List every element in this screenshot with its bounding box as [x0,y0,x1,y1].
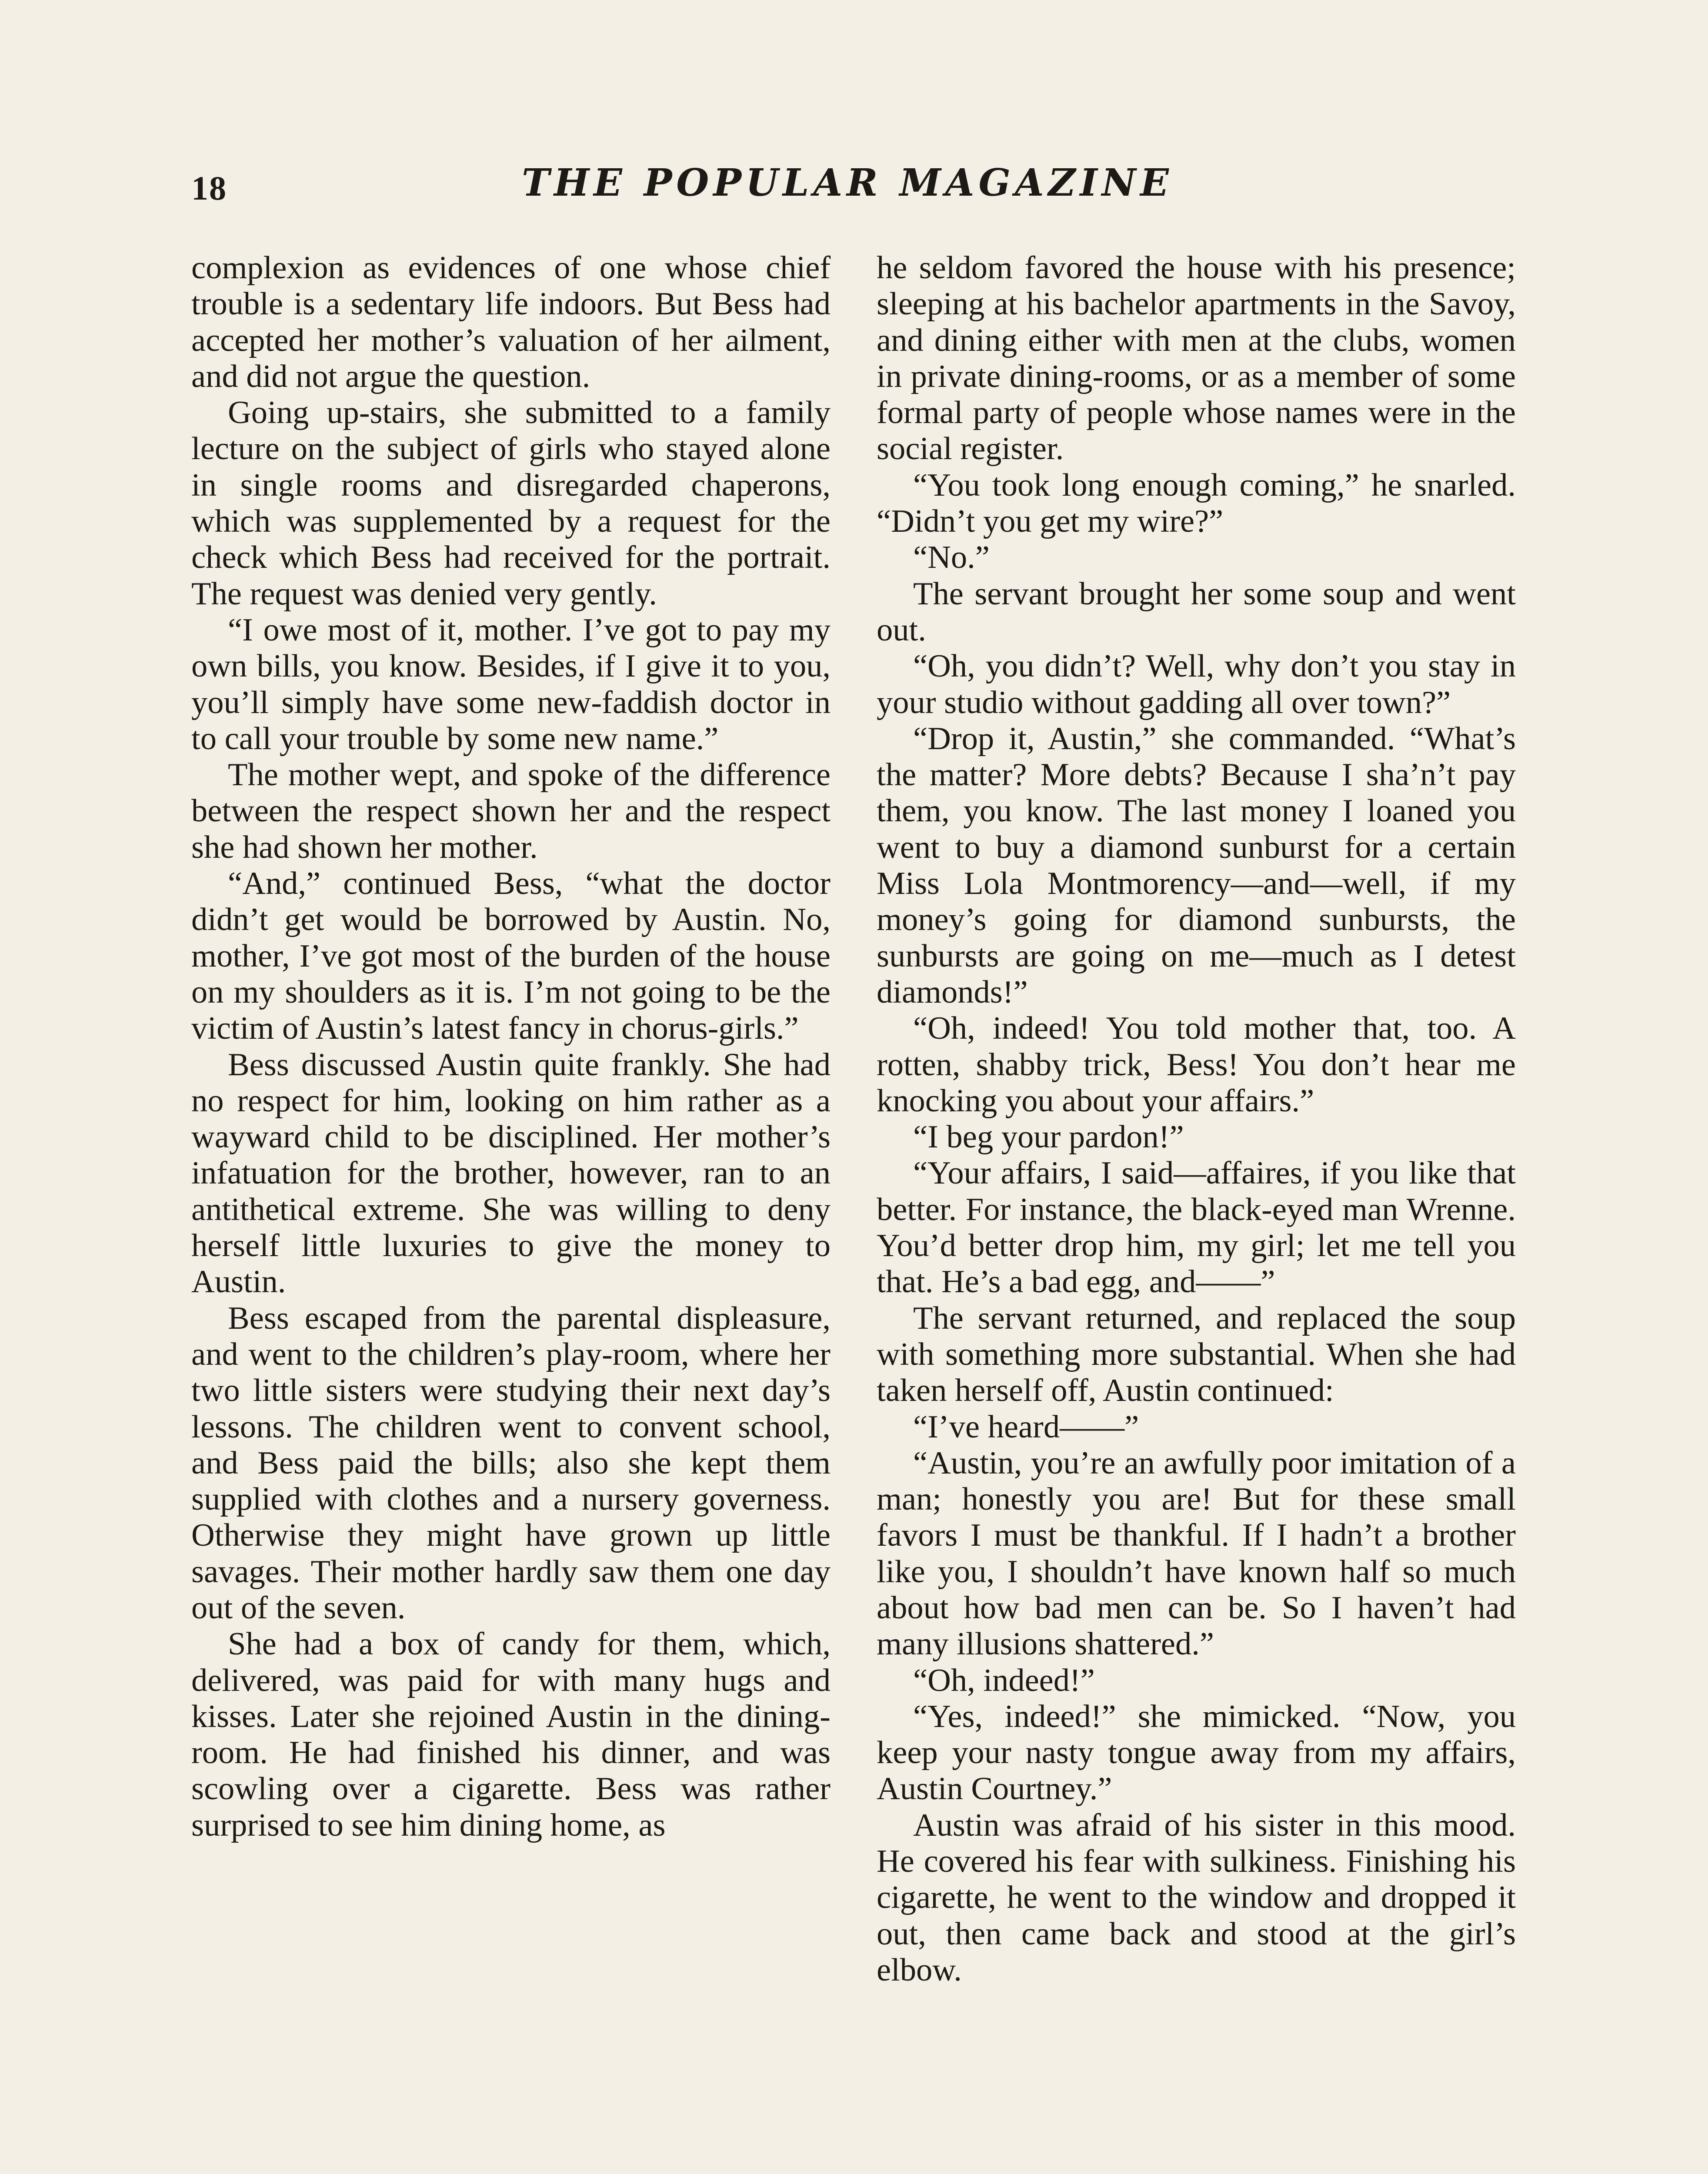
paragraph: “Yes, indeed!” she mimicked. “Now, you keep your nasty tongue away from my affairs, Austin Courtney.” [877,1698,1516,1807]
running-title: THE POPULAR MAGAZINE [522,161,1173,205]
paragraph: “No.” [913,540,990,576]
page-number: 18 [191,169,227,207]
paragraph: “Your affairs, I said—affaires, if you like that better. For instance, the black-eyed man Wrenne. You’d better drop him, my girl; let me tell you that. He’s a bad egg, and——” [877,1155,1516,1300]
paragraph: “Oh, indeed! You told mother that, too. A rotten, shabby trick, Bess! You don’t hear me knocking you about your affairs.” [877,1010,1516,1119]
right-column [877,250,1516,1988]
paragraph: “You took long enough coming,” he snarled. “Didn’t you get my wire?” [877,467,1516,540]
paragraph: Going up-stairs, she submitted to a family lecture on the subject of girls who stayed alone in single rooms and disregarded chaperons, which was supplemented by a request for the check which Bess had received for the portrait. The request was denied very gently. [191,395,831,612]
paragraph: “I’ve heard——” [913,1409,1139,1445]
paragraph: Austin was afraid of his sister in this mood. He covered his fear with sulkiness. Finishing his cigarette, he went to the window and dropped it out, then came back and stood at the girl’s elbow. [877,1807,1516,1988]
left-column [191,250,831,1844]
paragraph: The servant returned, and replaced the soup with something more substantial. When she had taken herself off, Austin continued: [877,1300,1516,1409]
paragraph: he seldom favored the house with his presence; sleeping at his bachelor apartments in the Savoy, and dining either with men at the clubs, women in private dining-rooms, or as a member of some formal party of people whose names were in the social register. [877,250,1516,467]
paragraph: “And,” continued Bess, “what the doctor didn’t get would be borrowed by Austin. No, mother, I’ve got most of the burden of the house on my shoulders as it is. I’m not going to be the victim of Austin’s latest fancy in chorus-girls.” [191,866,831,1047]
paragraph: “Drop it, Austin,” she commanded. “What’s the matter? More debts? Because I sha’n’t pay them, you know. The last money I loaned you went to buy a diamond sunburst for a certain Miss Lola Montmorency—and—well, if my money’s going for diamond sunbursts, the sunbursts are going on me—much as I detest diamonds!” [877,720,1516,1010]
paragraph: “Oh, you didn’t? Well, why don’t you stay in your studio without gadding all over town?” [877,648,1516,720]
paragraph: The servant brought her some soup and went out. [877,576,1516,648]
paragraph: “Austin, you’re an awfully poor imitation of a man; honestly you are! But for these small favors I must be thankful. If I hadn’t a brother like you, I shouldn’t have known half so much about how bad men can be. So I haven’t had many illusions shattered.” [877,1445,1516,1662]
paragraph: She had a box of candy for them, which, delivered, was paid for with many hugs and kisses. Later she rejoined Austin in the dining-room. He had finished his dinner, and was scowling over a cigarette. Bess was rather surprised to see him dining home, as [191,1626,831,1843]
paragraph: Bess discussed Austin quite frankly. She had no respect for him, looking on him rather as a wayward child to be disciplined. Her mother’s infatuation for the brother, however, ran to an antithetical extreme. She was willing to deny herself little luxuries to give the money to Austin. [191,1047,831,1300]
paragraph: “Oh, indeed!” [913,1662,1095,1698]
paragraph: Bess escaped from the parental displeasure, and went to the children’s play-room, where her two little sisters were studying their next day’s lessons. The children went to convent school, and Bess paid the bills; also she kept them supplied with clothes and a nursery governess. Otherwise they might have grown up little savages. Their mother hardly saw them one day out of the seven. [191,1300,831,1626]
paragraph: “I beg your pardon!” [913,1119,1184,1155]
paragraph: complexion as evidences of one whose chief trouble is a sedentary life indoors. But Bess had accepted her mother’s valuation of her ailment, and did not argue the question. [191,250,831,394]
page-header [191,161,1518,222]
paragraph: The mother wept, and spoke of the difference between the respect shown her and the respect she had shown her mother. [191,757,831,865]
paragraph: “I owe most of it, mother. I’ve got to pay my own bills, you know. Besides, if I give it to you, you’ll simply have some new-faddish doctor in to call your trouble by some new name.” [191,612,831,757]
